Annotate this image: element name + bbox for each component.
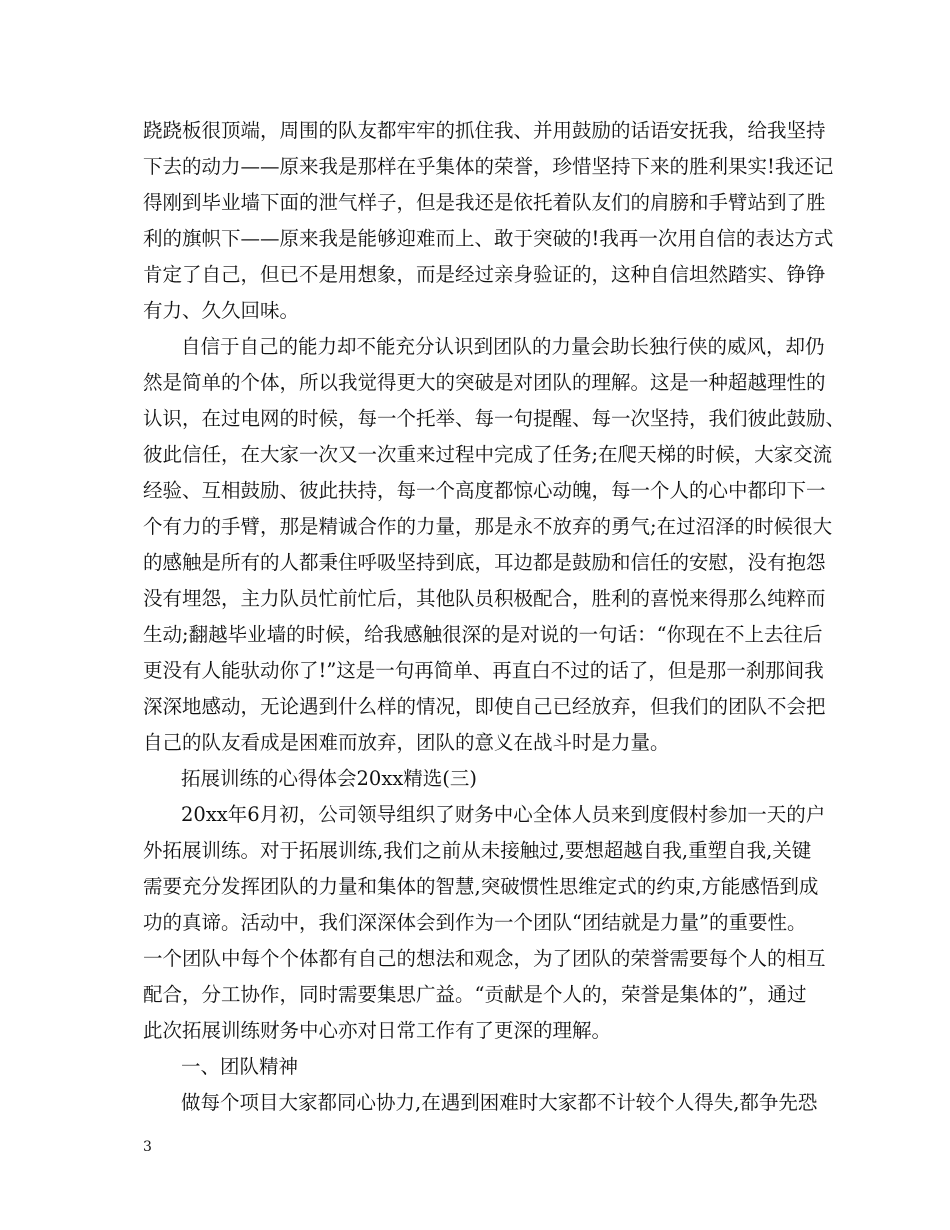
text-line: 肯定了自己，但已不是用想象，而是经过亲身验证的，这种自信坦然踏实、铮铮 [143, 263, 826, 286]
text-line: 生动;翻越毕业墙的时候，给我感触很深的是对说的一句话：“你现在不上去往后 [143, 623, 823, 646]
text-line: 彼此信任，在大家一次又一次重来过程中完成了任务;在爬天梯的时候，大家交流 [143, 443, 833, 466]
text-line: 更没有人能驮动你了!”这是一句再简单、再直白不过的话了，但是那一刹那间我 [143, 659, 824, 682]
text-line: 外拓展训练。对于拓展训练,我们之前从未接触过,要想超越自我,重塑自我,关键 [143, 839, 812, 862]
text-line: 个有力的手臂，那是精诚合作的力量，那是永不放弃的勇气;在过沼泽的时候很大 [143, 515, 833, 538]
text-line: 深深地感动，无论遇到什么样的情况，即使自己已经放弃，但我们的团队不会把 [143, 695, 826, 718]
text-line: 经验、互相鼓励、彼此扶持，每一个高度都惊心动魄，每一个人的心中都印下一 [143, 479, 826, 502]
text-line: 认识，在过电网的时候，每一个托举、每一句提醒、每一次坚持，我们彼此鼓励、 [143, 407, 846, 430]
text-line: 跷跷板很顶端，周围的队友都牢牢的抓住我、并用鼓励的话语安抚我，给我坚持 [143, 119, 826, 142]
text-line: 配合，分工协作，同时需要集思广益。“贡献是个人的，荣誉是集体的”，通过 [143, 983, 807, 1006]
paragraph-first-line: 自信于自己的能力却不能充分认识到团队的力量会助长独行侠的威风，却仍 [181, 335, 825, 358]
page-number: 3 [143, 1139, 152, 1155]
text-line: 功的真谛。活动中，我们深深体会到作为一个团队“团结就是力量”的重要性。 [143, 911, 807, 934]
text-line: 此次拓展训练财务中心亦对日常工作有了更深的理解。 [143, 1019, 612, 1042]
text-line: 下去的动力——原来我是那样在乎集体的荣誉，珍惜坚持下来的胜利果实!我还记 [143, 155, 834, 178]
text-line: 自己的队友看成是困难而放弃，团队的意义在战斗时是力量。 [143, 731, 670, 754]
text-line: 的感触是所有的人都秉住呼吸坚持到底，耳边都是鼓励和信任的安慰，没有抱怨 [143, 551, 826, 574]
section-heading: 拓展训练的心得体会20xx精选(三) [181, 767, 478, 790]
text-line: 需要充分发挥团队的力量和集体的智慧,突破惯性思维定式的约束,方能感悟到成 [143, 875, 819, 898]
text-line: 有力、久久回味。 [143, 299, 300, 322]
paragraph-first-line: 20xx年6月初，公司领导组织了财务中心全体人员来到度假村参加一天的户 [181, 803, 826, 826]
text-line: 然是简单的个体，所以我觉得更大的突破是对团队的理解。这是一种超越理性的 [143, 371, 826, 394]
text-line: 一个团队中每个个体都有自己的想法和观念，为了团队的荣誉需要每个人的相互 [143, 947, 826, 970]
text-line: 没有埋怨，主力队员忙前忙后，其他队员积极配合，胜利的喜悦来得那么纯粹而 [143, 587, 826, 610]
text-line: 得刚到毕业墙下面的泄气样子，但是我还是依托着队友们的肩膀和手臂站到了胜 [143, 191, 826, 214]
subsection-heading: 一、团队精神 [181, 1055, 299, 1078]
paragraph-first-line: 做每个项目大家都同心协力,在遇到困难时大家都不计较个人得失,都争先恐 [181, 1091, 818, 1114]
text-line: 利的旗帜下——原来我是能够迎难而上、敢于突破的!我再一次用自信的表达方式 [143, 227, 834, 250]
